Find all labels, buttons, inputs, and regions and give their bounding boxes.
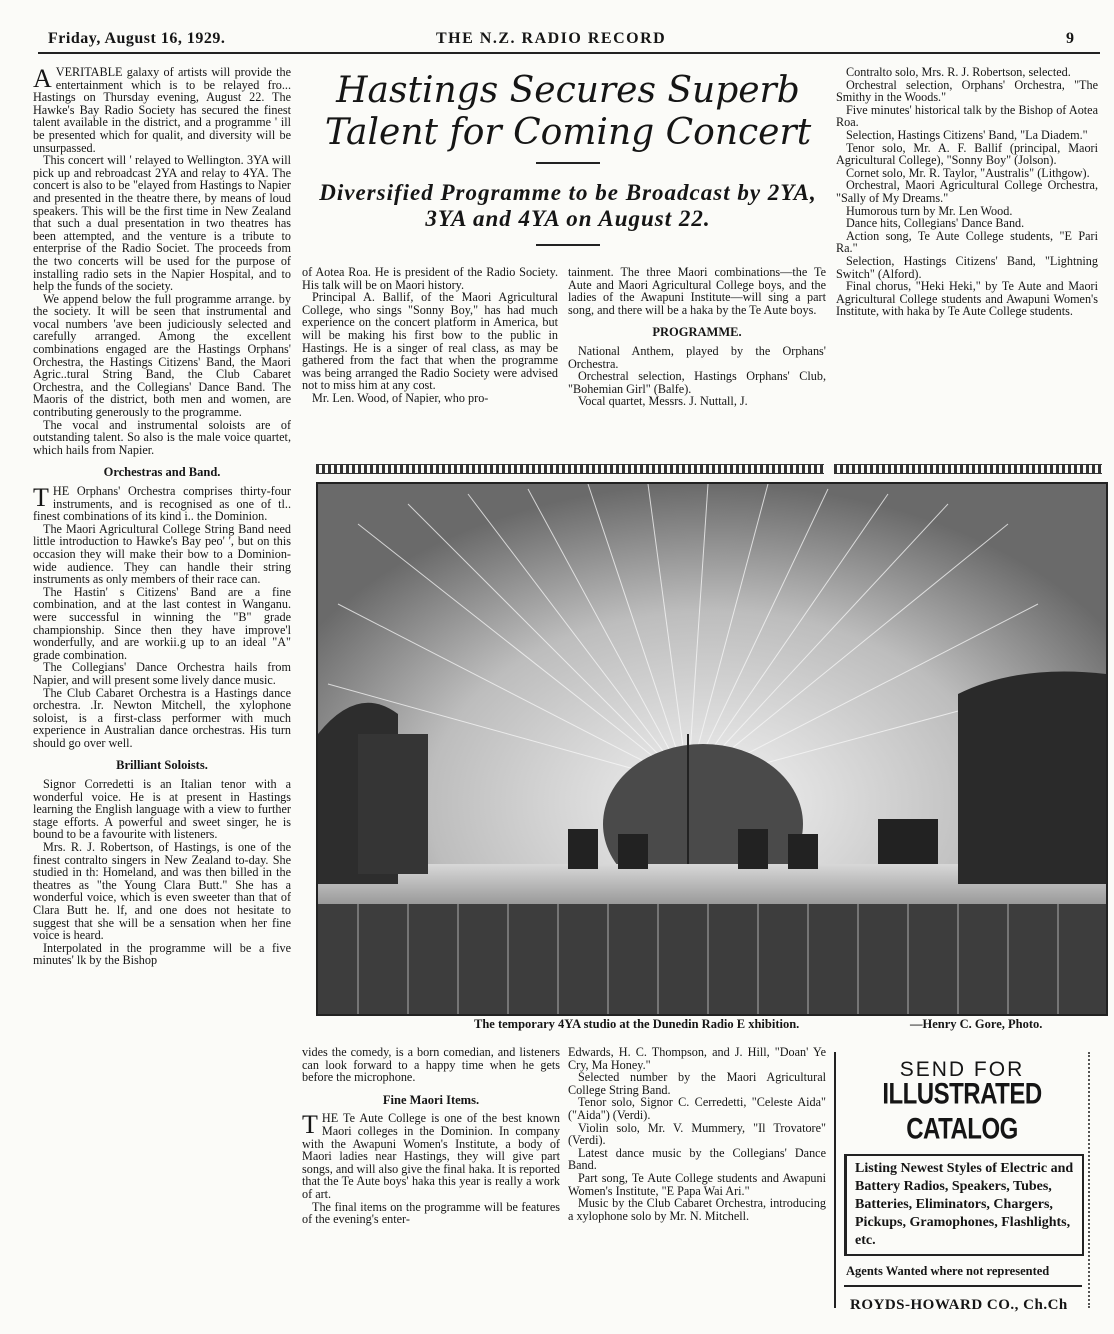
soloists-paragraph-3: Interpolated in the programme will be a five minutes' lk by the Bishop bbox=[33, 940, 291, 968]
photo-credit: —Henry C. Gore, Photo. bbox=[910, 1017, 1043, 1031]
headline-rule-1 bbox=[536, 162, 600, 164]
studio-photograph bbox=[316, 482, 1108, 1016]
intro-paragraph-1: AVERITABLE galaxy of artists will provide the entertainment which is to be relayed fro... Hastings on Thursday evening, August 22. The Hawke's Bay Radio Society has secured the finest talent available in the district, and a programme ' ill be presented which for qualit, and diversity will be unsurpassed. bbox=[33, 66, 291, 155]
orchestras-paragraph-3: The Hastin' s Citizens' Band are a fine combination, and at the last contest in Wanganu. were successful in winning the "B" grade championship. Since then they have improve'l wonderfully, and are workii.g up to an ideal "A" grade combination. bbox=[33, 584, 291, 662]
programme-item: Orchestral selection, Orphans' Orchestra, "The Smithy in the Woods." bbox=[836, 77, 1098, 105]
col2-bottom-paragraph-2: THE Te Aute College is one of the best known Maori colleges in the Dominion. In company with the Awapuni Women's Institute, a body of Maori ladies near Hastings, they will give part songs, and will also give the final haka. It is reported that the Te Aute boys' haka this year is really a work of art. bbox=[302, 1110, 560, 1201]
studio-photo-illustration bbox=[318, 484, 1106, 1014]
ornamental-divider-right bbox=[834, 464, 1102, 474]
subhead-fine-maori-items: Fine Maori Items. bbox=[382, 1092, 480, 1107]
programme-item: Dance hits, Collegians' Dance Band. bbox=[846, 216, 1025, 231]
intro-paragraph-3: We append below the full programme arrange. by the society. It will be seen that instrumental and vocal numbers 'ave been judiciously selected and carefully arranged. Among the excellent combinations engaged are the Hastings Orphans' Orchestra, the Hastings Citizens' Band, the Maori Agric..tural String Band, the Club Cabaret Orchestra, and the Collegians' Dance Band. The Maoris of the district, both men and women, are contributing generously to the programme. bbox=[33, 291, 291, 420]
orchestras-paragraph-1: THE Orphans' Orchestra comprises thirty-four instruments, and is recognised as one of tl.. finest combinations of its kind i.. the Dominion. bbox=[33, 483, 291, 524]
programme-item: Tenor solo, Mr. A. F. Ballif (principal, Maori Agricultural College), "Sonny Boy" (Jolson). bbox=[836, 140, 1098, 168]
ad-product-list: Listing Newest Styles of Electric and Battery Radios, Speakers, Tubes, Batteries, Eliminators, Chargers, Pickups, Gramophones, Flashlights, etc. bbox=[844, 1154, 1084, 1256]
publication-title: THE N.Z. RADIO RECORD bbox=[436, 30, 667, 47]
column-2-bottom bbox=[302, 1046, 560, 1308]
orchestras-paragraph-2: The Maori Agricultural College String Band need little introduction to Hawke's Bay peo' ', but on this occasion they will make their bow to a Dominion-wide audience. They can handle their string instruments as only members of their race can. bbox=[33, 521, 291, 587]
col3-paragraph-2: National Anthem, played by the Orphans' Orchestra. bbox=[568, 343, 826, 371]
programme-item: Orchestral, Maori Agricultural College Orchestra, "Sally of My Dreams." bbox=[836, 178, 1098, 205]
intro-paragraph-2: This concert will ' relayed to Wellington. 3YA will pick up and rebroadcast 2YA and relay to 4YA. The concert is also to be "elayed from Hastings to Napier and presented in the theatre there, by means of loud speakers. This will be the first time in New Zealand that such a dual presentation in two theatres has been attempted, and the venture is a tribute to enterprise of the Radio Societ. The proceeds from the two concerts will be used for the purpose of installing radio sets in the Napier Hospital, and to help the funds of the society. bbox=[33, 153, 291, 294]
headline-title: Hastings Secures Superb Talent for Coming Concert bbox=[324, 70, 812, 153]
programme-item: Selection, Hastings Citizens' Band, "Lightning Switch" (Alford). bbox=[836, 253, 1098, 281]
headline-rule-2 bbox=[536, 244, 600, 246]
programme-item: Selected number by the Maori Agricultural College String Band. bbox=[568, 1070, 826, 1097]
soloists-paragraph-2: Mrs. R. J. Robertson, of Hastings, is one of the finest contralto singers in New Zealand to-day. She studied in th: Homeland, and was then billed in the theatres as "the Young Clara Butt." She has a wonderful voice, which is even sweeter than that of Clara Butt he. lf, and one does not hesitate to suggest that she will be a sensation when her fine voice is heard. bbox=[33, 840, 291, 943]
column-1 bbox=[33, 66, 291, 1306]
subhead-programme: PROGRAMME. bbox=[652, 325, 742, 340]
col3-paragraph-4: Vocal quartet, Messrs. J. Nuttall, J. bbox=[578, 394, 748, 409]
programme-item: Latest dance music by the Collegians' Dance Band. bbox=[568, 1145, 826, 1173]
subhead-orchestras: Orchestras and Band. bbox=[103, 465, 221, 480]
ad-agents-wanted: Agents Wanted where not represented bbox=[846, 1264, 1050, 1278]
headline-deck: Diversified Programme to be Broadcast by 2YA, 3YA and 4YA on August 22. bbox=[319, 180, 817, 231]
dropcap-t: T bbox=[33, 483, 49, 512]
page-number: 9 bbox=[1066, 30, 1075, 47]
orchestras-paragraph-4: The Collegians' Dance Orchestra hails from Napier, and will present some lively dance music. bbox=[33, 660, 291, 687]
soloists-paragraph-1: Signor Corredetti is an Italian tenor with a wonderful voice. He is at present in Hastings learning the English language with a view to further stage efforts. A powerful and sweet singer, he is bound to be a favourite with listeners. bbox=[33, 777, 291, 842]
programme-item: Violin solo, Mr. V. Mummery, "Il Trovatore" (Verdi). bbox=[568, 1120, 826, 1148]
ad-illustrated-catalog: ILLUSTRATED CATALOG bbox=[882, 1077, 1042, 1146]
ad-rule bbox=[844, 1285, 1082, 1287]
col3-paragraph-1: tainment. The three Maori combinations—the Te Aute and Maori Agricultural College boys, and the ladies of the Awapuni Institute—will sing a part song, and there will be a haka by the Te Aute boys. bbox=[568, 266, 826, 317]
dropcap-a: A bbox=[33, 66, 52, 93]
issue-date: Friday, August 16, 1929. bbox=[48, 30, 226, 47]
programme-item: Action song, Te Aute College students, "E Pari Ra." bbox=[836, 228, 1098, 256]
catalog-advertisement bbox=[834, 1052, 1090, 1313]
programme-item: Tenor solo, Signor C. Cerredetti, "Celeste Aida" ("Aida") (Verdi). bbox=[568, 1095, 826, 1122]
orchestras-paragraph-5: The Club Cabaret Orchestra is a Hastings dance orchestra. .Ir. Newton Mitchell, the xylophone soloist, is a first-class performer with much experience in Australian dance orchestras. His turn should go over well. bbox=[33, 685, 291, 750]
photo-caption: The temporary 4YA studio at the Dunedin Radio E xhibition. bbox=[474, 1017, 800, 1031]
column-3-bottom bbox=[568, 1046, 826, 1308]
col2-paragraph-3: Mr. Len. Wood, of Napier, who pro- bbox=[312, 390, 489, 405]
ornamental-divider-left bbox=[316, 464, 824, 474]
programme-item: Edwards, H. C. Thompson, and J. Hill, "Doan' Ye Cry, Ma Honey." bbox=[568, 1046, 826, 1072]
intro-paragraph-4: The vocal and instrumental soloists are of outstanding talent. So also is the male voice quartet, which hails from Napier. bbox=[33, 417, 291, 457]
col2-bottom-paragraph-3: The final items on the programme will be features of the evening's enter- bbox=[302, 1199, 560, 1227]
column-2-top bbox=[302, 266, 558, 456]
programme-item: Contralto solo, Mrs. R. J. Robertson, selected. bbox=[846, 66, 1071, 79]
col2-paragraph-1: of Aotea Roa. He is president of the Radio Society. His talk will be on Maori history. bbox=[302, 266, 558, 292]
dropcap-t-2: T bbox=[302, 1110, 318, 1140]
header-rule bbox=[38, 52, 1100, 54]
programme-item: Final chorus, "Heki Heki," by Te Aute and Maori Agricultural College students and Awapuni Women's Institute, with haka by Te Aute College students. bbox=[836, 279, 1098, 319]
programme-item: Music by the Club Cabaret Orchestra, introducing a xylophone solo by Mr. N. Mitchell. bbox=[568, 1196, 826, 1223]
ad-company-name: ROYDS-HOWARD CO., Ch.Ch bbox=[850, 1297, 1068, 1313]
column-3-top bbox=[568, 266, 826, 456]
programme-item: Five minutes' historical talk by the Bishop of Aotea Roa. bbox=[836, 102, 1098, 130]
col2-bottom-paragraph-1: vides the comedy, is a born comedian, and listeners can look forward to a happy time when he gets before the microphone. bbox=[302, 1046, 560, 1085]
ad-send-for: SEND FOR bbox=[899, 1058, 1025, 1081]
programme-item: Cornet solo, Mr. R. Taylor, "Australis" (Lithgow). bbox=[846, 165, 1090, 180]
programme-item: Part song, Te Aute College students and Awapuni Women's Institute, "E Papa Wai Ari." bbox=[568, 1170, 826, 1198]
col3-paragraph-3: Orchestral selection, Hastings Orphans' Club, "Bohemian Girl" (Balfe). bbox=[568, 369, 826, 396]
programme-item: Humorous turn by Mr. Len Wood. bbox=[846, 203, 1013, 218]
programme-item: Selection, Hastings Citizens' Band, "La Diadem." bbox=[846, 127, 1088, 142]
column-4-top bbox=[836, 66, 1098, 458]
subhead-soloists: Brilliant Soloists. bbox=[116, 758, 208, 773]
col2-paragraph-2: Principal A. Ballif, of the Maori Agricultural College, who sings "Sonny Boy," has had much experience on the concert platform in America, but will be making his first bow to the public in Hastings. He is a singer of real class, as may be gathered from the fact that when the programme was being arranged the Radio Society were advised not to miss him at any cost. bbox=[302, 290, 558, 393]
